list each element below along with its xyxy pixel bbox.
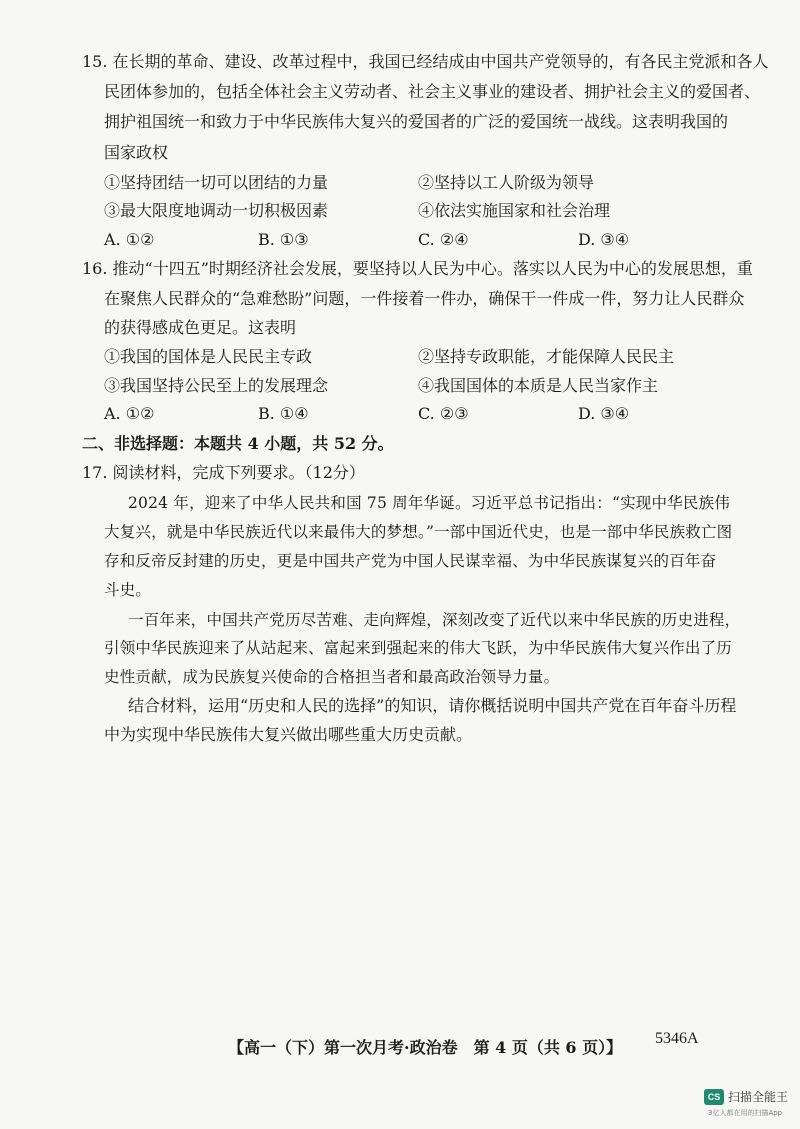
section-heading: 二、非选择题：本题共 4 小题，共 52 分。	[82, 434, 394, 453]
camscanner-logo-icon: CS	[704, 1089, 724, 1105]
q15-statement-4: ④依法实施国家和社会治理	[418, 201, 611, 220]
q16-statement-3: ③我国坚持公民至上的发展理念	[104, 376, 329, 395]
q15-line3: 拥护祖国统一和致力于中华民族伟大复兴的爱国者的广泛的爱国统一战线。这表明我国的	[104, 112, 729, 131]
scanner-watermark	[704, 1088, 788, 1105]
q16-option-d: D. ③④	[578, 404, 630, 423]
q17-title: 17. 阅读材料，完成下列要求。（12分）	[82, 463, 365, 482]
paper-code: 5346A	[655, 1030, 699, 1047]
q17-task-line1: 结合材料，运用“历史和人民的选择”的知识，请你概括说明中国共产党在百年奋斗历程	[128, 696, 737, 715]
q16-line3: 的获得感成色更足。这表明	[104, 318, 297, 337]
q16-statement-4: ④我国国体的本质是人民当家作主	[418, 376, 659, 395]
q17-material-p2-line3: 史性贡献，成为民族复兴使命的合格担当者和最高政治领导力量。	[104, 668, 560, 686]
q15-line1: 15. 在长期的革命、建设、改革过程中，我国已经结成由中国共产党领导的，有各民主党派和各人	[82, 52, 769, 71]
q17-material-p2-line2: 引领中华民族迎来了从站起来、富起来到强起来的伟大飞跃，为中华民族伟大复兴作出了历	[104, 639, 733, 657]
q17-material-p1-line2: 大复兴，就是中华民族近代以来最伟大的梦想。”一部中国近代史，也是一部中华民族救亡图	[104, 523, 733, 541]
q15-statement-1: ①坚持团结一切可以团结的力量	[104, 173, 329, 192]
q15-statement-3: ③最大限度地调动一切积极因素	[104, 201, 329, 220]
q17-material-p2-line1: 一百年来，中国共产党历尽苦难、走向辉煌，深刻改变了近代以来中华民族的历史进程，	[128, 611, 741, 629]
q15-line2: 民团体参加的，包括全体社会主义劳动者、社会主义事业的建设者、拥护社会主义的爱国者、	[104, 82, 761, 101]
q17-material-p1-line1: 2024 年，迎来了中华人民共和国 75 周年华诞。习近平总书记指出：“实现中华民族伟	[128, 494, 730, 512]
q15-line4: 国家政权	[104, 143, 169, 162]
q15-statement-2: ②坚持以工人阶级为领导	[418, 173, 595, 192]
scanner-slogan: 3亿人都在用的扫描App	[708, 1109, 783, 1117]
scanner-name: 扫描全能王	[728, 1090, 789, 1104]
q16-line1: 16. 推动“十四五”时期经济社会发展，要坚持以人民为中心。落实以人民为中心的发展思想，重	[82, 259, 753, 278]
page-footer: 【高一（下）第一次月考·政治卷 第 4 页（共 6 页）】	[228, 1038, 623, 1057]
q17-material-p1-line3: 存和反帝反封建的历史，更是中国共产党为中国人民谋幸福、为中华民族谋复兴的百年奋	[104, 552, 717, 570]
q17-material-p1-line4: 斗史。	[104, 581, 152, 599]
q16-option-c: C. ②③	[418, 404, 469, 423]
q16-option-a: A. ①②	[104, 404, 155, 423]
q16-statement-2: ②坚持专政职能，才能保障人民民主	[418, 347, 675, 366]
q16-option-b: B. ①④	[258, 404, 309, 423]
q16-line2: 在聚焦人民群众的“急难愁盼”问题，一件接着一件办，确保干一件成一件，努力让人民群众	[104, 289, 745, 308]
q15-option-d: D. ③④	[578, 230, 630, 249]
q15-option-c: C. ②④	[418, 230, 469, 249]
q15-option-b: B. ①③	[258, 230, 309, 249]
q17-task-line2: 中为实现中华民族伟大复兴做出哪些重大历史贡献。	[104, 725, 473, 744]
q16-statement-1: ①我国的国体是人民民主专政	[104, 347, 313, 366]
q15-option-a: A. ①②	[104, 230, 155, 249]
